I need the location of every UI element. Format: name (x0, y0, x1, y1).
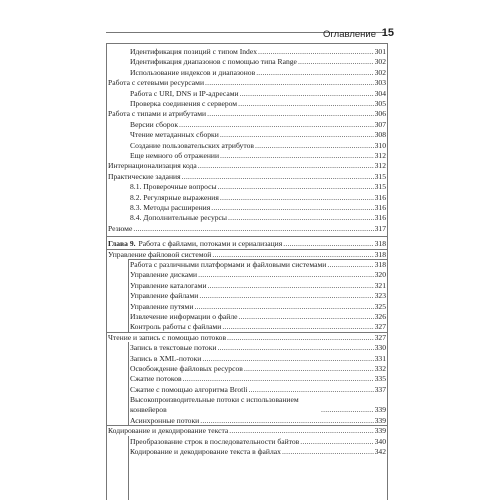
toc-page-number: 340 (374, 436, 386, 446)
toc-entry-title: Кодирование и декодирование текста (108, 426, 229, 436)
dot-leader (202, 354, 374, 364)
toc-entry-title: Работа с файлами, потоками и сериализация (138, 239, 283, 249)
section-guide-line (387, 236, 388, 500)
section-guide-line (106, 236, 107, 500)
running-header-title: Оглавление (323, 29, 376, 40)
toc-page-number: 327 (374, 332, 386, 342)
toc-page-number: 318 (374, 239, 386, 249)
toc-entry-title: 8.3. Методы расширения (130, 203, 211, 212)
dot-leader (238, 99, 374, 109)
toc-entry-title: 8.2. Регулярные выражения (130, 192, 219, 202)
toc-page-number: 318 (374, 260, 386, 269)
section-guide-line (106, 43, 107, 236)
toc-entry-title: Извлечение информации о файле (130, 312, 238, 321)
toc-page-number: 301 (374, 47, 386, 56)
dot-leader (227, 333, 374, 343)
dot-leader (258, 47, 374, 57)
dot-leader (321, 405, 374, 415)
toc-page-number: 332 (374, 364, 386, 373)
toc-entry-title: Еще немного об отражении (130, 151, 220, 160)
toc-entry-title: Работа с различными платформами и файловыми системами (130, 260, 327, 269)
dot-leader (179, 120, 374, 130)
toc-page-number: 335 (374, 374, 386, 384)
toc-entry-title: Контроль работы с файлами (130, 322, 222, 332)
toc-entry-title: Идентификация позиций с типом Index (130, 47, 257, 56)
toc-entry-title: Использование индексов и диапазонов (130, 67, 256, 77)
dot-leader (248, 385, 374, 395)
section-guide-line (106, 43, 387, 44)
toc-entry-title: Резюме (108, 223, 133, 233)
toc-page-number: 326 (374, 312, 386, 321)
dot-leader (300, 437, 374, 447)
toc-entry-title: Проверка соединения с сервером (130, 99, 238, 108)
toc-page-number: 302 (374, 57, 386, 67)
toc-page-number: 325 (374, 301, 386, 311)
toc-page-number: 339 (374, 426, 386, 436)
toc-page-number: 321 (374, 280, 386, 290)
toc-entry-title: Работа с URI, DNS и IP-адресами (130, 88, 239, 98)
toc-entry-title: Идентификация диапазонов с помощью типа Range (130, 57, 297, 67)
section-guide-line (128, 436, 129, 500)
toc-entry-title: Запись в текстовые потоки (130, 343, 217, 353)
toc-entry-title: Чтение метаданных сборки (130, 130, 219, 140)
toc-entry-title: Интернационализация кода (108, 161, 197, 171)
section-guide-line (106, 236, 387, 237)
toc-page-number: 310 (374, 140, 386, 150)
section-guide-line (128, 259, 387, 260)
toc-page-number: 312 (374, 161, 386, 171)
dot-leader (220, 130, 374, 140)
toc-entry-title: Работа с типами и атрибутами (108, 109, 207, 119)
dot-leader (182, 172, 374, 182)
toc-page-number: 308 (374, 130, 386, 140)
dot-leader (244, 364, 374, 374)
toc-entry-title: Освобождение файловых ресурсов (130, 364, 243, 373)
toc-page-number: 318 (374, 249, 386, 259)
dot-leader (198, 161, 374, 171)
dot-leader (198, 270, 374, 280)
toc-page-number: 317 (374, 223, 386, 233)
section-guide-line (128, 342, 129, 425)
toc-entry-title: Управление путями (130, 301, 194, 311)
toc-entry-title: Чтение и запись с помощью потоков (108, 332, 227, 342)
toc-entry-title: Управление файлами (130, 291, 199, 301)
section-guide-line (387, 43, 388, 236)
dot-leader (208, 281, 374, 291)
dot-leader (298, 57, 374, 67)
dot-leader (229, 426, 374, 436)
dot-leader (220, 151, 374, 161)
toc-page-number: 339 (374, 416, 386, 425)
dot-leader (238, 312, 374, 322)
dot-leader (207, 109, 374, 119)
dot-leader (199, 291, 374, 301)
dot-leader (240, 89, 374, 99)
dot-leader (255, 141, 374, 151)
toc-entry-title: Асинхронные потоки (130, 416, 200, 425)
toc-page-number: 305 (374, 99, 386, 108)
toc-page-number: 303 (374, 78, 386, 88)
toc-page-number: 327 (374, 322, 386, 332)
dot-leader (228, 213, 374, 223)
toc-page-number: 330 (374, 343, 386, 353)
toc-entry-title: Управление каталогами (130, 280, 207, 290)
toc-entry-title: Высокопроизводительные потоки с использованием конвейеров (130, 395, 299, 415)
dot-leader (183, 374, 374, 384)
toc-entry-title: Сжатие потоков (130, 374, 182, 384)
toc-entry-title: Версии сборок (130, 119, 179, 129)
toc-page-number: 316 (374, 213, 386, 223)
toc-chapter-number: Глава 9. (108, 239, 136, 249)
section-guide-line (106, 425, 387, 426)
toc-page-number: 315 (374, 171, 386, 181)
toc-page-number: 339 (374, 405, 386, 415)
toc-page-number: 315 (374, 182, 386, 192)
toc-entry-title: Создание пользовательских атрибутов (130, 140, 254, 150)
toc-page-number: 307 (374, 119, 386, 129)
toc-page-number: 312 (374, 151, 386, 160)
section-guide-line (106, 249, 387, 250)
toc-page-number: 323 (374, 291, 386, 301)
toc-page-number: 320 (374, 270, 386, 280)
dot-leader (194, 302, 374, 312)
toc-page-number: 302 (374, 67, 386, 77)
section-guide-line (106, 332, 387, 333)
toc-entry-title: Управление файловой системой (108, 249, 212, 259)
toc-page-number: 316 (374, 203, 386, 212)
dot-leader (133, 224, 374, 234)
dot-leader (217, 343, 374, 353)
toc-page-number: 342 (374, 447, 386, 457)
dot-leader (220, 193, 374, 203)
toc-entry-title: Сжатие с помощью алгоритма Brotli (130, 384, 248, 394)
toc-entry-title: 8.1. Проверочные вопросы (130, 182, 217, 192)
toc-page-number: 306 (374, 109, 386, 119)
toc-entry-title: 8.4. Дополнительные ресурсы (130, 213, 228, 223)
toc-entry-title: Запись в XML-потоки (130, 353, 202, 363)
dot-leader (256, 68, 374, 78)
dot-leader (282, 447, 374, 457)
toc-page-number: 316 (374, 192, 386, 202)
dot-leader (205, 78, 374, 88)
toc-entry-title: Работа с сетевыми ресурсами (108, 78, 205, 88)
toc-entry-title: Преобразование строк в последовательности байтов (130, 436, 300, 446)
toc-page-number: 337 (374, 384, 386, 394)
dot-leader (327, 260, 374, 270)
dot-leader (211, 203, 374, 213)
running-header-page-number: 15 (381, 27, 394, 39)
toc-page-number: 304 (374, 88, 386, 98)
toc-entry-title: Кодирование и декодирование текста в файлах (130, 447, 281, 457)
dot-leader (218, 182, 374, 192)
toc-entry-title: Управление дисками (130, 270, 198, 280)
section-guide-line (128, 259, 129, 332)
toc-entry-title: Практические задания (108, 171, 181, 181)
toc-page-number: 331 (374, 353, 386, 363)
